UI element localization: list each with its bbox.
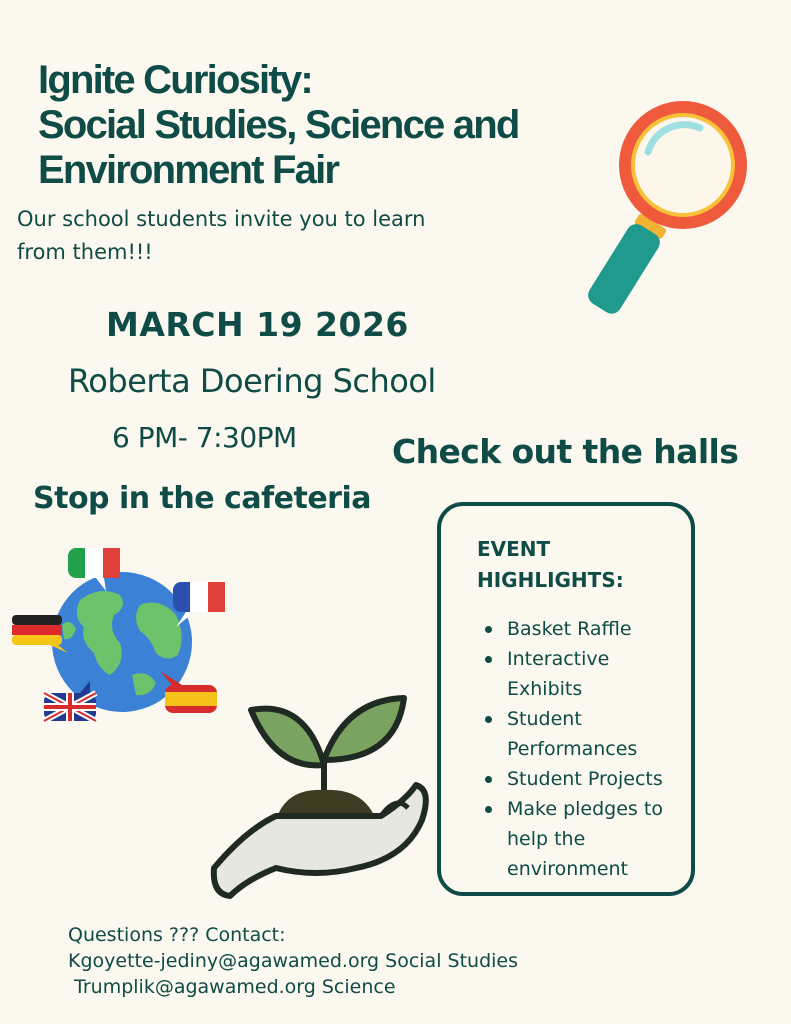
hand-holding-seedling-icon — [206, 690, 431, 905]
list-item: Basket Raffle — [477, 614, 677, 644]
invitation-line-1: Our school students invite you to learn — [17, 207, 426, 231]
halls-callout: Check out the halls — [392, 432, 739, 471]
contact-social-studies: Kgoyette-jediny@agawamed.org Social Studies — [68, 950, 518, 972]
event-date: MARCH 19 2026 — [106, 305, 409, 344]
germany-flag-icon — [12, 615, 68, 653]
event-location: Roberta Doering School — [68, 362, 436, 400]
title-line-1: Ignite Curiosity: — [38, 58, 312, 102]
contact-science: Trumplik@agawamed.org Science — [68, 976, 396, 998]
france-flag-icon — [173, 582, 225, 627]
highlights-list — [477, 614, 677, 884]
list-item: Interactive Exhibits — [477, 644, 677, 704]
magnifying-glass-icon — [580, 90, 760, 325]
invitation-text — [17, 203, 487, 269]
cafeteria-callout: Stop in the cafeteria — [33, 481, 371, 516]
title-line-3: Environment Fair — [38, 148, 339, 192]
event-time: 6 PM- 7:30PM — [112, 421, 297, 454]
contact-heading: Questions ??? Contact: — [68, 924, 286, 946]
invitation-line-2: from them!!! — [17, 240, 153, 264]
event-highlights-box — [437, 502, 695, 896]
list-item: Student Projects — [477, 764, 677, 794]
list-item: Student Performances — [477, 704, 677, 764]
event-title — [38, 58, 618, 193]
highlights-heading-line-2: HIGHLIGHTS: — [477, 568, 624, 592]
highlights-heading — [477, 534, 677, 596]
globe-with-flags-icon — [10, 545, 225, 725]
list-item: Make pledges to help the environment — [477, 794, 677, 884]
highlights-heading-line-1: EVENT — [477, 537, 551, 561]
title-line-2: Social Studies, Science and — [38, 103, 519, 147]
contact-info — [68, 922, 518, 1000]
